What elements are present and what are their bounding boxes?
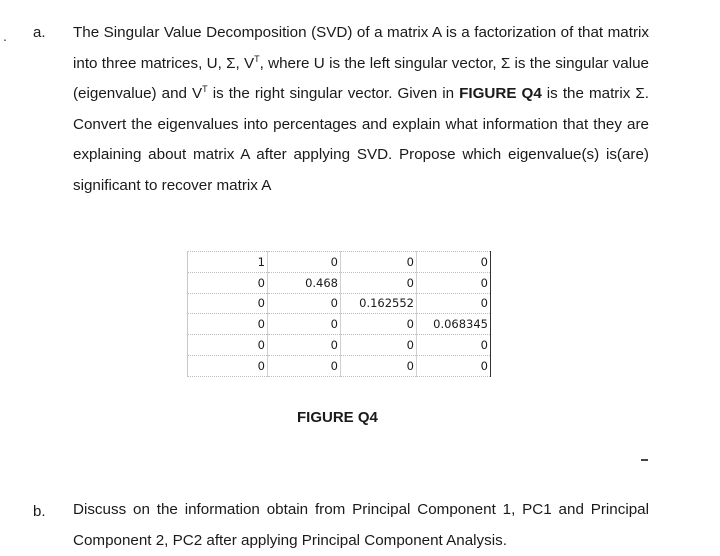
- sigma-matrix-table: [187, 251, 491, 377]
- question-a-text-part2: , where U is the left singular vector, Σ is the singular value (eigenvalue) and V: [73, 54, 649, 103]
- matrix-row: [188, 293, 491, 314]
- matrix-cell: 0: [188, 314, 268, 335]
- question-a-label: a.: [33, 24, 46, 41]
- matrix-row: [188, 335, 491, 356]
- matrix-cell: 0: [417, 355, 491, 376]
- matrix-cell: 0.162552: [341, 293, 417, 314]
- matrix-cell: 0: [188, 272, 268, 293]
- matrix-cell: 0: [268, 314, 341, 335]
- matrix-cell: 0: [417, 335, 491, 356]
- transpose-superscript: T: [254, 53, 260, 64]
- matrix-cell: 0: [341, 355, 417, 376]
- stray-dash-mark: [641, 459, 648, 461]
- matrix-cell: 0: [341, 272, 417, 293]
- matrix-cell: 0: [341, 314, 417, 335]
- matrix-cell: 0: [268, 293, 341, 314]
- sigma-matrix-body: [188, 252, 491, 377]
- margin-dot: .: [3, 28, 7, 44]
- figure-reference: FIGURE Q4: [459, 85, 542, 103]
- matrix-cell: 0: [341, 335, 417, 356]
- matrix-cell: 0.468: [268, 272, 341, 293]
- question-a-text: [73, 18, 649, 202]
- matrix-cell: 0: [268, 252, 341, 273]
- matrix-row: [188, 252, 491, 273]
- matrix-cell: 0.068345: [417, 314, 491, 335]
- question-a-text-part1: The Singular Value Decomposition (SVD) of a matrix A is a factorization of that matrix into three matrices, U, Σ, V: [73, 24, 649, 72]
- transpose-superscript: T: [202, 84, 208, 95]
- matrix-row: [188, 272, 491, 293]
- matrix-cell: 0: [268, 355, 341, 376]
- question-a-text-part4: is the matrix Σ. Convert the eigenvalues into percentages and explain what information that they are explaining about matrix A after applying SVD. Propose which eigenvalue(s) is(are) significant to recover matrix A: [73, 85, 649, 194]
- matrix-cell: 0: [417, 293, 491, 314]
- matrix-cell: 0: [188, 335, 268, 356]
- question-b-text: Discuss on the information obtain from Principal Component 1, PC1 and Principal Component 2, PC2 after applying Principal Component Analysis.: [73, 501, 649, 549]
- matrix-cell: 0: [417, 252, 491, 273]
- question-b-label: b.: [33, 503, 46, 520]
- matrix-row: [188, 355, 491, 376]
- figure-caption: FIGURE Q4: [297, 409, 378, 426]
- matrix-cell: 0: [188, 293, 268, 314]
- matrix-row: [188, 314, 491, 335]
- question-a-text-part3: is the right singular vector. Given in: [207, 85, 460, 103]
- matrix-cell: 0: [341, 252, 417, 273]
- matrix-cell: 0: [417, 272, 491, 293]
- matrix-cell: 0: [268, 335, 341, 356]
- matrix-cell: 0: [188, 355, 268, 376]
- matrix-cell: 1: [188, 252, 268, 273]
